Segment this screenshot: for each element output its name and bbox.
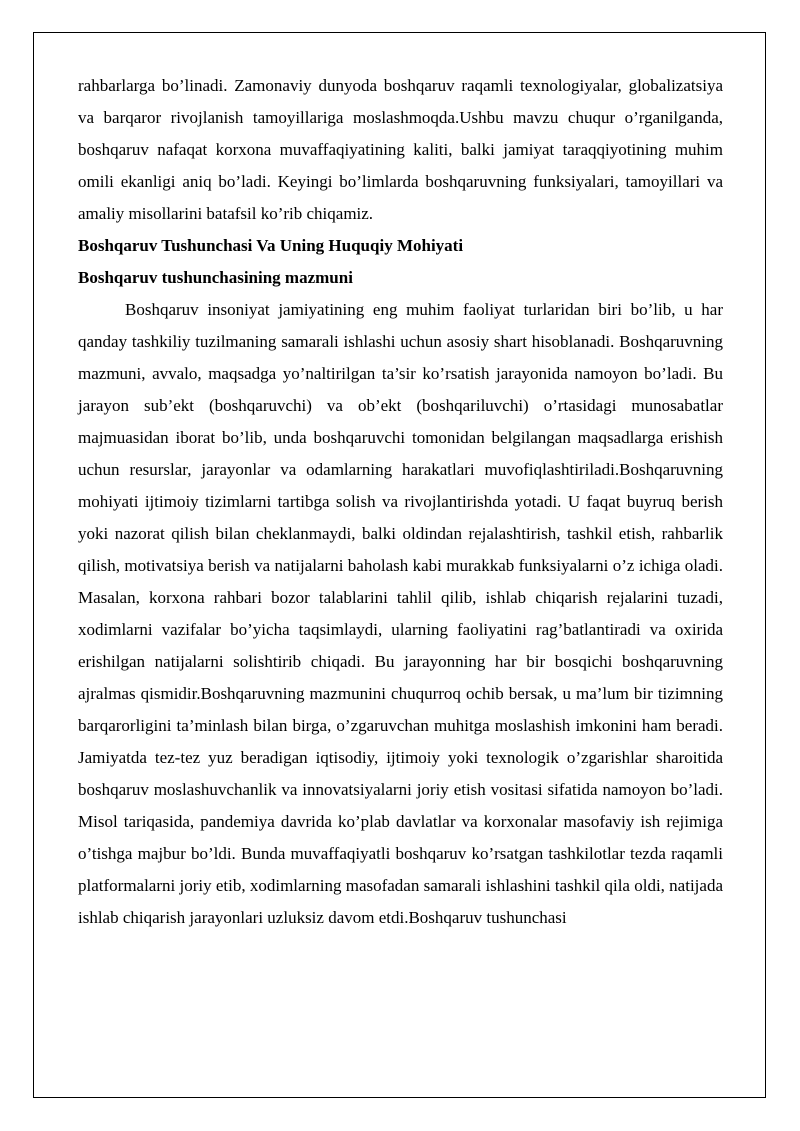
section-heading: Boshqaruv Tushunchasi Va Uning Huquqiy Mohiyati: [78, 236, 464, 255]
intro-paragraph: rahbarlarga bo’linadi. Zamonaviy dunyoda boshqaruv raqamli texnologiyalar, globalizatsiya va barqaror rivojlanish tamoyillariga moslashmoqda.Ushbu mavzu chuqur o’rganilganda, boshqaruv nafaqat korxona muvaffaqiyatining kaliti, balki jamiyat taraqqiyotining muhim omili ekanligi aniq bo’ladi. Keyingi bo’limlarda boshqaruvning funksiyalari, tamoyillari va amaliy misollarini batafsil ko’rib chiqamiz.: [78, 76, 723, 223]
main-paragraph: Boshqaruv insoniyat jamiyatining eng muhim faoliyat turlaridan biri bo’lib, u har qanday tashkiliy tuzilmaning samarali ishlashi uchun asosiy shart hisoblanadi. Boshqaruvning mazmuni, avvalo, maqsadga yo’naltirilgan ta’sir ko’rsatish jarayonida namoyon bo’ladi. Bu jarayon sub’ekt (boshqaruvchi) va ob’ekt (boshqariluvchi) o’rtasidagi munosabatlar majmuasidan iborat bo’lib, unda boshqaruvchi tomonidan belgilangan maqsadlarga erishish uchun resurslar, jarayonlar va odamlarning harakatlari muvofiqlashtiriladi.Boshqaruvning mohiyati ijtimoiy tizimlarni tartibga solish va rivojlantirishda yotadi. U faqat buyruq berish yoki nazorat qilish bilan cheklanmaydi, balki oldindan rejalashtirish, tashkil etish, rahbarlik qilish, motivatsiya berish va natijalarni baholash kabi murakkab funksiyalarni o’z ichiga oladi. Masalan, korxona rahbari bozor talablarini tahlil qilib, ishlab chiqarish rejalarini tuzadi, xodimlarni vazifalar bo’yicha taqsimlaydi, ularning faoliyatini rag’batlantiradi va oxirida erishilgan natijalarni solishtirib chiqadi. Bu jarayonning har bir bosqichi boshqaruvning ajralmas qismidir.Boshqaruvning mazmunini chuqurroq ochib bersak, u ma’lum bir tizimning barqarorligini ta’minlash bilan birga, o’zgaruvchan muhitga moslashish imkonini ham beradi. Jamiyatda tez-tez yuz beradigan iqtisodiy, ijtimoiy yoki texnologik o’zgarishlar sharoitida boshqaruv moslashuvchanlik va innovatsiyalarni joriy etish vositasi sifatida namoyon bo’ladi. Misol tariqasida, pandemiya davrida ko’plab davlatlar va korxonalar masofaviy ish rejimiga o’tishga majbur bo’ldi. Bunda muvaffaqiyatli boshqaruv ko’rsatgan tashkilotlar tezda raqamli platformalarni joriy etib, xodimlarning masofadan samarali ishlashini tashkil qila oldi, natijada ishlab chiqarish jarayonlari uzluksiz davom etdi.Boshqaruv tushunchasi: [78, 300, 723, 927]
document-body: [78, 70, 723, 934]
subsection-heading: Boshqaruv tushunchasining mazmuni: [78, 268, 353, 287]
